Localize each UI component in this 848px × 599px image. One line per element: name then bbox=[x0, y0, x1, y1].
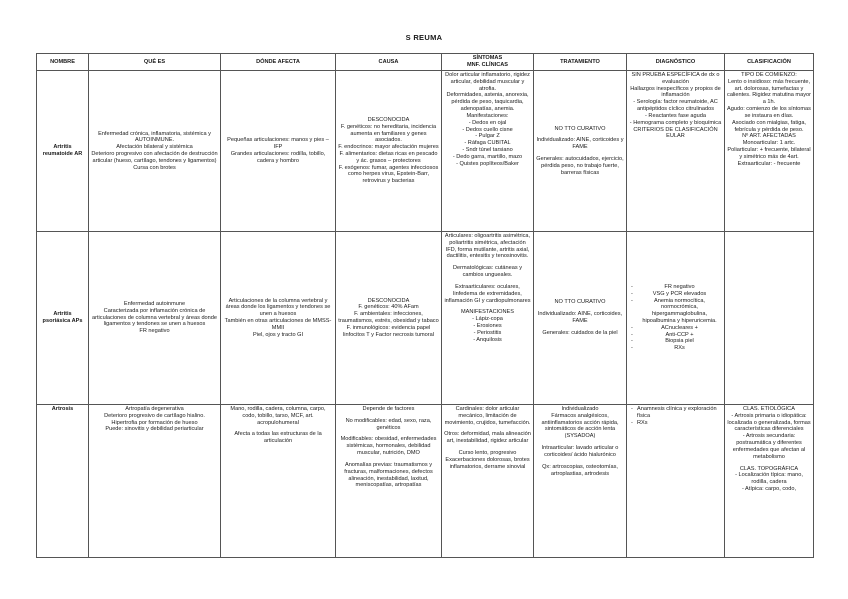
sintomas-cell: Cardinales: dolor articular mecánico, limitación de movimiento, crujidos, tumefacción. Otros: deformidad, mala alineación art, inestabilidad, rigidez articular Curso lento, progresivo Exacerbaciones dolorosas, brotes inflamatorios, derrame sinovial bbox=[442, 405, 534, 558]
table-row-artritis-reumatoide bbox=[37, 71, 814, 232]
sintomas-cell: Articulares: oligoartritis asimétrica, poliartritis simétrica, afectación IFD, forma mutilante, artritis axial, dactilitis, entesitis y tenosinovitis. Dermatológicas: cutáneas y cambios ungueales. Extraarticulares: oculares, linfedema de extremidades, inflamación GI y cardiopulmonares MANIFESTACIONES - Lápiz-copa - Erosiones - Periostitis - Anquilosis bbox=[442, 232, 534, 405]
table-row-artrosis bbox=[37, 405, 814, 558]
col-header-causa: CAUSA bbox=[336, 54, 442, 71]
tratamiento-cell: NO TTO CURATIVO Individualizado: AINE, corticoides, FAME Generales: cuidados de la piel bbox=[534, 232, 627, 405]
table-row-artritis-psoriasica bbox=[37, 232, 814, 405]
reuma-table bbox=[36, 53, 814, 558]
disease-name: Artrosis bbox=[37, 405, 89, 558]
causa-cell: DESCONOCIDA F. genéticos: no hereditaria, incidencia aumenta en familiares y genes asociados. F. endocrinos: mayor afectación mujeres F. alimentarios: dietas ricas en pescado y ác. grasos – protectores F. exógenos: fumar, agentes infecciosos como herpes virus, Epstein-Barr, retrovirus y bacterias bbox=[336, 71, 442, 232]
col-header-tratamiento: TRATAMIENTO bbox=[534, 54, 627, 71]
col-header-donde-afecta: DÓNDE AFECTA bbox=[221, 54, 336, 71]
tratamiento-cell: NO TTO CURATIVO Individualizado: AINE, corticoides y FAME Generales: autocuidados, ejercicio, pérdida peso, no trabajo fuerte, barreras físicas bbox=[534, 71, 627, 232]
que-es-cell: Enfermedad crónica, inflamatoria, sistémica y AUTOINMUNE. Afectación bilateral y sistémica Deterioro progresivo con afectación de destrucción articular (hueso, cartílago, tendones y ligamentos) Cursa con brotes bbox=[89, 71, 221, 232]
header-row bbox=[37, 54, 814, 71]
col-header-que-es: QUÉ ES bbox=[89, 54, 221, 71]
col-header-sintomas: SÍNTOMAS MNF. CLÍNICAS bbox=[442, 54, 534, 71]
que-es-cell: Artropatía degenerativa Deterioro progresivo de cartílago hialino. Hipertrofia por formación de hueso Puede: sinovitis y debilidad periarticular bbox=[89, 405, 221, 558]
disease-name: Artritis psoriásica APs bbox=[37, 232, 89, 405]
donde-afecta-cell: Mano, rodilla, cadera, columna, carpo, codo, tobillo, tarso, MCF, art. acropulohumeral Afecta a todas las estructuras de la articulación bbox=[221, 405, 336, 558]
clasificacion-cell: TIPO DE COMIENZO: Lento o insidioso: más frecuente, art. dolorosas, tumefactas y calientes. Rigidez matutina mayor a 1h. Agudo: comienzo de los síntomas se instaura en días. Asociado con mialgias, fatiga, febrícula y pérdida de peso. Nº ART. AFECTADAS Monoarticular: 1 artc. Poliarticular: + frecuente, bilateral y simétrico más de 4art. Extraarticular: - frecuente bbox=[725, 71, 814, 232]
col-header-nombre: NOMBRE bbox=[37, 54, 89, 71]
clasificacion-cell: CLAS. ETIOLÓGICA - Artrosis primaria o idiopática: localizada o generalizada, formas características diferenciales - Artrosis secundaria: postraumática y diferentes enfermedades que afectan al metabolismo CLAS. TOPOGRÁFICA - Localización típica: mano, rodilla, cadera - Atípica: carpo, codo, bbox=[725, 405, 814, 558]
col-header-diagnostico: DIAGNÓSTICO bbox=[627, 54, 725, 71]
donde-afecta-cell: Pequeñas articulaciones: manos y pies – IFP Grandes articulaciones: rodilla, tobillo, cadera y hombro bbox=[221, 71, 336, 232]
disease-name: Artritis reumatoide AR bbox=[37, 71, 89, 232]
page-title: S REUMA bbox=[405, 33, 443, 42]
tratamiento-cell: Individualizado Fármacos analgésicos, antiinflamatorios acción rápida, sintomáticos de acción lenta (SYSADOA) Intraarticular: lavado articular o corticoides/ ácido hialurónico Qx: artroscopias, osteotomías, artroplastias, artrodesis bbox=[534, 405, 627, 558]
causa-cell: Depende de factores No modificables: edad, sexo, raza, genéticos Modificables: obesidad, enfermedades sistémicas, hormonales, debilidad muscular, nutrición, DMO Anomalías previas: traumatismos y fracturas, malformaciones, defectos alineación, inestabilidad, laxitud, meniscopatías, artropatías bbox=[336, 405, 442, 558]
donde-afecta-cell: Articulaciones de la columna vertebral y áreas donde los ligamentos y tendones se unen a huesos También en otras articulaciones de MMSS-MMII Piel, ojos y tracto GI bbox=[221, 232, 336, 405]
que-es-cell: Enfermedad autoinmune Caracterizada por inflamación crónica de articulaciones de columna vertebral y áreas donde ligamentos y tendones se unen a huesos FR negativo bbox=[89, 232, 221, 405]
clasificacion-cell bbox=[725, 232, 814, 405]
diagnostico-cell: SIN PRUEBA ESPECÍFICA de dx o evaluación Hallazgos inespecíficos y propios de inflamación - Serología: factor reumatoide, AC antipéptidos cíclico citrulinados - Reactantes fase aguda - Hemograma completo y bioquímica CRITERIOS DE CLASIFICACIÓN EULAR bbox=[627, 71, 725, 232]
diagnostico-cell: - FR negativo - VSG y PCR elevados - Anemia normocítica, normocrómica, hipergammaglobulina, hipoalbumina y hiperuricemia. - ACnucleares + - Anti-CCP + - Biopsia piel - RXs bbox=[627, 232, 725, 405]
diagnostico-cell: - Anamnesis clínica y exploración física - RXs bbox=[627, 405, 725, 558]
col-header-clasificacion: CLASIFICACIÓN bbox=[725, 54, 814, 71]
sintomas-cell: Dolor articular inflamatorio, rigidez articular, debilidad muscular y atrofia. Deformidades, astenia, anorexia, pérdida de peso, taquicardia, adenopatías, anemia. Manifestaciones: - Dedos en ojal - Dedos cuello cisne - Pulgar Z - Ráfaga CUBITAL - Sndr túnel tarsiano - Dedo garra, martillo, mazo - Quistes poplíteos/Baker bbox=[442, 71, 534, 232]
causa-cell: DESCONOCIDA F. genéticos: 40% AFam F. ambientales: infecciones, traumatismos, estrés, obesidad y tabaco F. inmunológicos: evidencia papel linfocitos T y Factor necrosis tumoral bbox=[336, 232, 442, 405]
